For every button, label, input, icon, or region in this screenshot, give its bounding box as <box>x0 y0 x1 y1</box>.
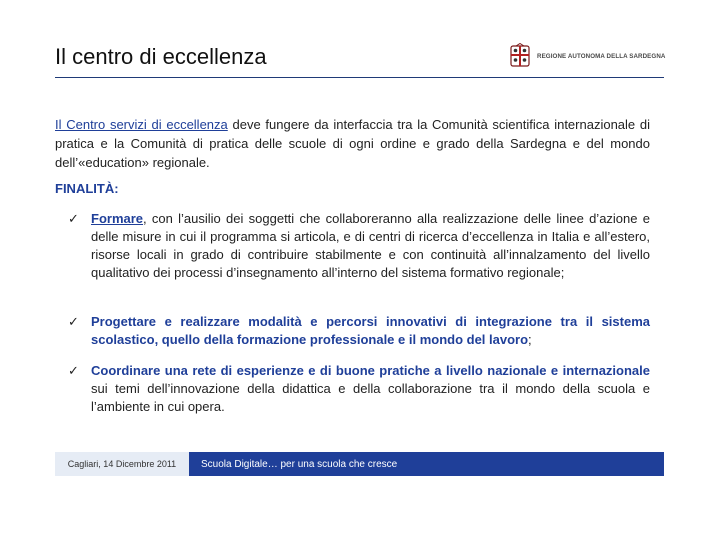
coat-of-arms-icon <box>508 43 532 69</box>
list-item-lead: Formare <box>91 211 144 226</box>
slide-title: Il centro di eccellenza <box>55 44 267 69</box>
region-logo <box>508 42 668 70</box>
list-item-rest: ; <box>528 332 532 347</box>
list-item-text <box>91 313 650 349</box>
checkmark-icon: ✓ <box>68 314 79 329</box>
list-item-lead: Coordinare una rete di esperienze e di buone pratiche a livello nazionale e internazionale <box>91 363 650 378</box>
intro-paragraph <box>55 115 650 172</box>
list-item-text <box>91 210 650 282</box>
list-item <box>68 313 650 349</box>
list-item <box>68 210 650 282</box>
checkmark-icon: ✓ <box>68 211 79 226</box>
section-title: FINALITÀ: <box>55 181 119 196</box>
title-divider <box>55 77 664 78</box>
footer-bar <box>55 452 664 476</box>
intro-highlight: Il Centro servizi di eccellenza <box>55 117 228 132</box>
footer-date: Cagliari, 14 Dicembre 2011 <box>55 452 189 476</box>
list-item-rest: sui temi dell’innovazione della didattica e della collaborazione tra il mondo della scuola e l’ambiente in cui opera. <box>91 381 650 414</box>
list-item <box>68 362 650 416</box>
logo-text: REGIONE AUTONOMA DELLA SARDEGNA <box>537 52 666 60</box>
checkmark-icon: ✓ <box>68 363 79 378</box>
list-item-text <box>91 362 650 416</box>
intro-text: deve fungere da interfaccia tra la Comunità scientifica internazionale di pratica e la Comunità di pratica delle scuole di ogni ordine e grado della Sardegna e del mondo dell’«education» regionale. <box>55 117 650 170</box>
footer-tagline: Scuola Digitale… per una scuola che cresce <box>201 458 398 470</box>
list-item-lead: Progettare e realizzare modalità e percorsi innovativi di integrazione tra il sistema scolastico, quello della formazione professionale e il mondo del lavoro <box>91 314 650 347</box>
list-item-rest: , con l’ausilio dei soggetti che collaboreranno alla realizzazione delle linee d’azione e delle misure in cui il programma si articola, e di centri di ricerca d’eccellenza in Italia e all’estero, risorse locali in grado di contribuire stabilmente e con continuità all’innalzamento del livello qualitativo dei processi d’insegnamento all’interno del sistema formativo regionale; <box>91 211 650 280</box>
